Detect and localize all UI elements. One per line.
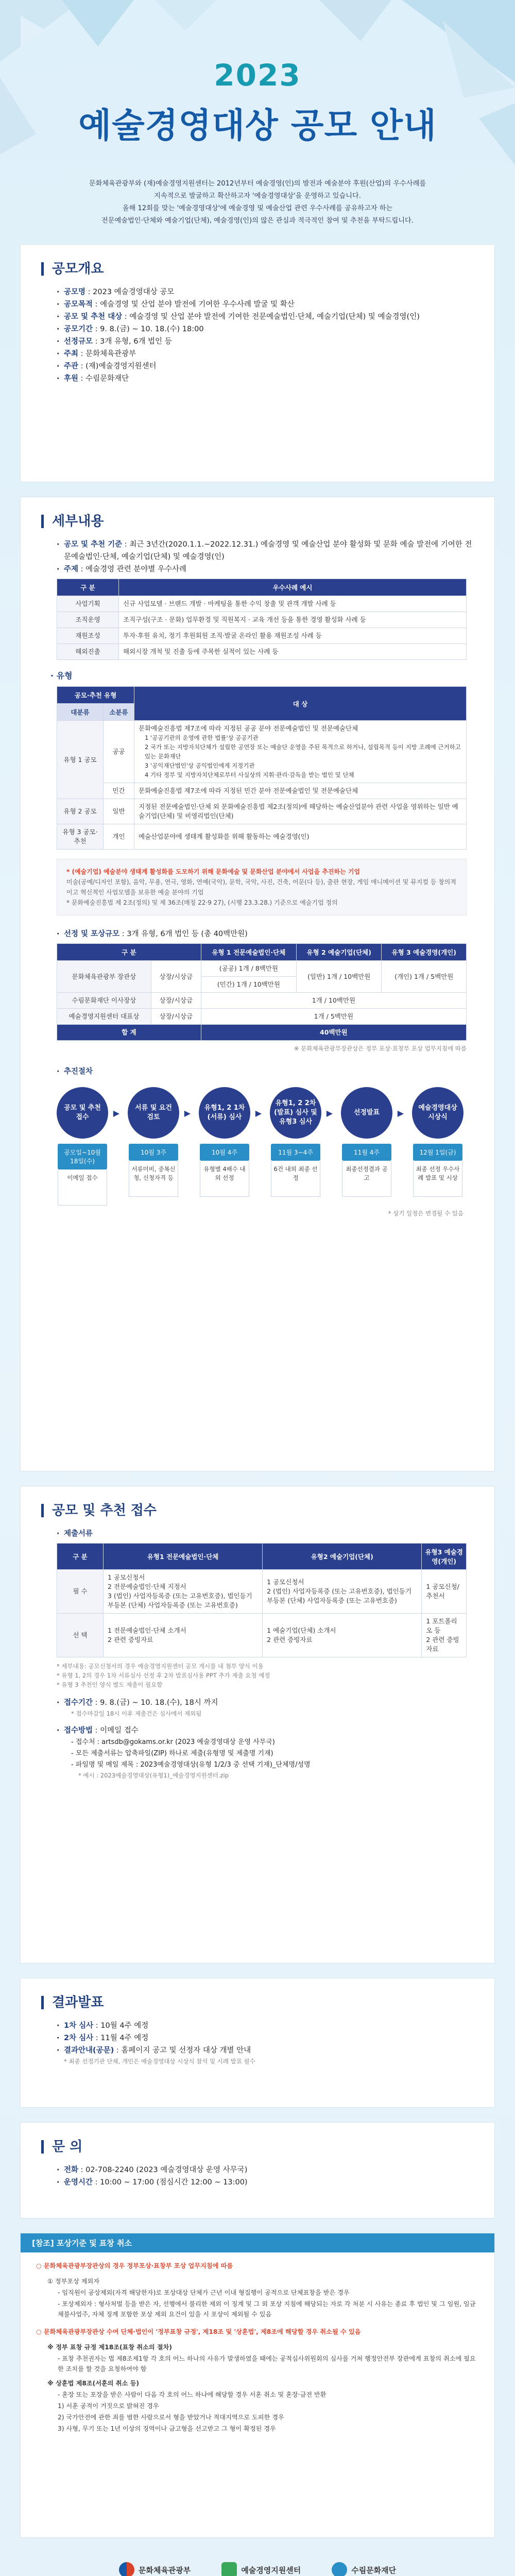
- docs-notes: [57, 1662, 467, 1689]
- selection-note: ※ 문화체육관광부장관상은 정부 포상·표창부 포상 업무지침에 따름: [294, 1045, 467, 1052]
- result-item: · 1차 심사 : 10월 4주 예정: [57, 2020, 474, 2032]
- overview-item: · 공모 및 추천 대상 : 예술경영 및 산업 분야 발전에 기여한 전문예술법인·단체, 예술기업(단체) 및 예술경영(인): [57, 311, 474, 323]
- notice-box: [21, 2233, 494, 2537]
- docs-list: [41, 1528, 474, 1540]
- process-flow: [57, 1087, 464, 1206]
- overview-item: · 선정규모 : 3개 유형, 6개 법인 등: [57, 335, 474, 348]
- process-step: 예술경영대상 시상식 12월 1일(금) 최종 선정 우수사례 발표 및 시상: [412, 1087, 464, 1206]
- overview-item: · 주관 : (재)예술경영지원센터: [57, 360, 474, 372]
- process-step: 유형1, 2 2차(발표) 심사 및 유형3 심사 ▶ 11월 3~4주 6건 내외 최종 선정: [270, 1087, 321, 1206]
- theme-row: 해외진출 해외시장 개척 및 진출 등에 주목한 실적이 있는 사례 등: [57, 644, 467, 660]
- type-subtitle: · 유형: [50, 669, 474, 681]
- method-line: - 모든 제출서류는 압축파일(ZIP) 하나로 제출(유형명 및 제출명 기재): [71, 1750, 273, 1757]
- intro-line: 지속적으로 발굴하고 확산하고자 '예술경영대상'을 운영하고 있습니다.: [154, 192, 361, 200]
- theme-row: 조직운영 조직구성(구조 · 문화) 업무환경 및 직원복지 · 교육 개선 등을 통한 경영 활성화 사례 등: [57, 612, 467, 628]
- hero: [0, 0, 515, 242]
- theme-item: · 주제 : 예술경영 관련 분야별 우수사례: [57, 563, 474, 575]
- method-example: * 예시 : 2023예술경영대상(유형1)_예술경영지원센터.zip: [78, 1772, 229, 1779]
- selection-table: 구 분 유형 1 전문예술법인·단체 유형 2 예술기업(단체) 유형 3 예술경영(개인) 문화체육관광부 장관상 상장/시상금 (공공) 1개 / 8백만원 (일반) 1개 / 10백만원 (개인) 1개 / 5백만원 (민간) 1개 / 10백만원 수림문화재단 이사장상 상장/시상금 1개 / 10백만원 예술경영지원센터 대표상 상장/시상금 1개 / 5백만원 합 계 40백만원: [57, 943, 467, 1041]
- artbiz-note: * (예술기업) 예술분야 생태계 활성화를 도모하기 위해 문화예술 및 문화산업 분야에서 사업을 추진하는 기업 미술(공예/디자인 포함), 음악, 무용, 연극, 영화, 연예(국악), 문학, 국악, 사진, 건축, 어문(다 등), 출판 현장, 게임 애니메이션 및 뮤지컬 등 창의적이고 혁신적인 사업모델을 보유한 예술 분야의 기업 * 문화예술진흥법 제 2조(정의) 및 제 36조(매칭 22·9 27), (시행 23.3.28.) 기준으로 예술기업 정의: [57, 859, 467, 916]
- overview-item: · 공모기간 : 9. 8.(금) ~ 10. 18.(수) 18:00: [57, 323, 474, 335]
- process-step: 서류 및 요건 검토 ▶ 10월 3주 서류미비, 중복신청, 신청자격 등: [128, 1087, 179, 1206]
- selection-list: [41, 928, 474, 940]
- result-item: · 2차 심사 : 11월 4주 예정: [57, 2032, 474, 2044]
- hero-intro: [41, 178, 474, 227]
- criteria-item: · 공모 및 추천 기준 : 최근 3년간(2020.1.1.~2022.12.31.) 예술경영 및 예술산업 분야 활성화 및 문화 예술 발전에 기여한 전문예술법인·단체, 예술기업(단체) 및 예술경영(인): [57, 538, 474, 563]
- contact-list: [41, 2164, 474, 2189]
- docs-table: 구 분 유형1 전문예술법인·단체 유형2 예술기업(단체) 유형3 예술경영(개인) 필 수 1 공모신청서 2 전문예술법인·단체 지정서 3 (법인) 사업자등록증 (또는 고유번호증), 법인등기부등본 (단체) 사업자등록증 (또는 고유번호증) 1 공모신청서 2 (법인) 사업자등록증 (또는 고유번호증), 법인등기부등본 (단체) 사업자등록증 (또는 고유번호증) 1 공모신청/추천서 선 택 1 전문예술법인·단체 소개서 2 관련 증빙자료 1 예술기업(단체) 소개서 2 관련 증빙자료 1 포트폴리오 등 2 관련 증빙자료: [57, 1543, 467, 1657]
- process-item: · 추진절차: [57, 1065, 474, 1078]
- results-list: [41, 2020, 474, 2057]
- overview-item: · 공모목적 : 예술경영 및 산업 분야 발전에 기여한 우수사례 발굴 및 확산: [57, 298, 474, 311]
- selection-item: · 선정 및 포상규모 : 3개 유형, 6개 법인 등 (총 40백만원): [57, 928, 474, 940]
- contact-item: · 전화 : 02-708-2240 (2023 예술경영대상 운영 사무국): [57, 2164, 474, 2176]
- apply-title: 공모 및 추천 접수: [41, 1504, 474, 1517]
- hero-title: 예술경영대상 공모 안내: [78, 106, 437, 145]
- docs-note: * 세부내용: 공모신청서의 경우 예술경영지원센터 공모 게시물 내 첨부 양식 이용: [57, 1663, 264, 1670]
- overview-item: · 공모명 : 2023 예술경영대상 공모: [57, 286, 474, 298]
- details-title: 세부내용: [41, 515, 474, 528]
- intro-line: 전문예술법인·단체와 예술기업(단체), 예술경영(인)의 많은 관심과 적극적인 참여 및 추천을 부탁드립니다.: [101, 217, 414, 225]
- footer: [0, 2554, 515, 2576]
- gokams-logo: 예술경영지원센터: [221, 2562, 301, 2576]
- details-criteria: [41, 538, 474, 575]
- process-step: 선정발표 ▶ 11월 4주 최종선정결과 공고: [341, 1087, 392, 1206]
- results-card: [21, 1978, 494, 2107]
- overview-item: · 후원 : 수림문화재단: [57, 372, 474, 385]
- surim-logo: 수림문화재단: [332, 2562, 396, 2576]
- type-row: 유형 1 공모 공공 문화예술진흥법 제7조에 따라 지정된 공공 분야 전문예술법인 및 전문예술단체 1 '공공기관의 운영에 관한 법률'상 공공기관 2 국가 또는 지방자치단체가 설립한 공연장 또는 예술단 운영을 주된 목적으로 하거나, 설립목적 등이 지방 조례에 근거하고 있는 문화재단 3 '공익재단법인'상 공익법인에게 지정기관 4 기타 정부 및 지방자치단체로부터 사실상의 지휘·관리·감독을 받는 법인 및 단체: [57, 721, 467, 783]
- docs-must-row: 필 수 1 공모신청서 2 전문예술법인·단체 지정서 3 (법인) 사업자등록증 (또는 고유번호증), 법인등기부등본 (단체) 사업자등록증 (또는 고유번호증) 1 공모신청서 2 (법인) 사업자등록증 (또는 고유번호증), 법인등기부등본 (단체) 사업자등록증 (또는 고유번호증) 1 공모신청/추천서: [57, 1570, 467, 1614]
- details-card: [21, 497, 494, 1471]
- process-list: [41, 1065, 474, 1078]
- docs-note: * 유형 3 추천인 양식 별도 제출이 필요함: [57, 1681, 163, 1688]
- contact-title: 문 의: [41, 2140, 474, 2154]
- process-step: 공모 및 추천 접수 ▶ 공모일~10월 18일(수) 이메일 접수: [57, 1087, 108, 1206]
- overview-card: [21, 245, 494, 482]
- result-item: · 결과안내(공문) : 홈페이지 공고 및 선정자 대상 개별 안내: [57, 2044, 474, 2057]
- method-line: - 접수처 : artsdb@gokams.or.kr (2023 예술경영대상 운영 사무국): [71, 1738, 275, 1746]
- docs-note: * 유형 1, 2의 경우 1차 서류심사 선정 후 2차 발표심사용 PPT 추가 제출 요청 예정: [57, 1672, 270, 1679]
- apply-card: [21, 1486, 494, 1963]
- hero-year: 2023: [214, 58, 301, 93]
- overview-title: 공모개요: [41, 262, 474, 276]
- intro-line: 문화체육관광부와 (재)예술경영지원센터는 2012년부터 예술경영(인)의 발전과 예술분야 후원(산업)의 우수사례를: [89, 180, 426, 188]
- method-item: · 접수방법 : 이메일 접수: [57, 1724, 474, 1737]
- contact-item: · 운영시간 : 10:00 ~ 17:00 (점심시간 12:00 ~ 13:00): [57, 2176, 474, 2189]
- results-note: * 최종 선정기관 단체, 개인은 예술경영대상 시상식 참석 및 시례 발표 필수: [64, 2058, 255, 2065]
- type-row: 민간 문화예술진흥법 제7조에 따라 지정된 민간 분야 전문예술법인 및 전문예술단체: [57, 783, 467, 799]
- notice-head: [참조] 포상기준 및 표창 취소: [21, 2233, 494, 2252]
- type-row: 유형 3 공모·추천 개인 예술산업분야에 생태계 활성화를 위해 활동하는 예술경영(인): [57, 824, 467, 850]
- overview-list: [41, 286, 474, 385]
- mcst-logo: 문화체육관광부: [119, 2562, 191, 2576]
- method-line: - 파일명 및 메일 제목 : 2023예술경영대상(유형 1/2/3 중 선택 기재)_단체명/성명: [71, 1761, 311, 1769]
- overview-item: · 주최 : 문화체육관광부: [57, 348, 474, 360]
- type-table: 공모·추천 유형 대 상 대분류 소분류 유형 1 공모 공공 문화예술진흥법 제7조에 따라 지정된 공공 분야 전문예술법인 및 전문예술단체 1 '공공기관의 운영에 관한 법률'상 공공기관 2 국가 또는 지방자치단체가 설립한 공연장 또는 예술단 운영을 주된 목적으로 하거나, 설립목적 등이 지방 조례에 근거하고 있는 문화재단 3 '공익재단법인'상 공익법인에게 지정기관 4 기타 정부 및 지방자치단체로부터 사실상의 지휘·관리·감독을 받는 법인 및 단체 민간 문화예술진흥법 제7조에 따라 지정된 민간 분야 전문예술법인 및 전문예술단체 유형 2 공모 일반 지정된 전문예술법인·단체 외 문화예술진흥법 제2조(정의)에 해당하는 예술산업분야 관련 사업을 영위하는 일반 예술기업(단체) 및 비영리법인(단체) 유형 3 공모·추천 개인 예술산업분야에 생태계 활성화를 위해 활동하는 예술경영(인): [57, 686, 467, 850]
- method-details: [41, 1737, 474, 1771]
- period-list: [41, 1697, 474, 1709]
- notice-body: ○ 문화체육관광부장관상의 경우 정부포상·표창부 포상 업무지침에 따름 ① 정부포상 제외자 - 임직원이 공상제외(자격 해당한자)로 포상대상 단체가 근년 이내 형집행이 공적으로 단체표창을 받은 경우 - 포상제외자 : 형사처벌 등을 받은 자, 선행에서 불리한 제외 이 징계 및 그 외 포상 지침에 해당되는 자로 각 처분 시 사유는 종료 후 법인 및 그 임원, 임금체불사업주, 자체 징계 포함한 포상 제외 요건이 있을 시 포상이 제외될 수 있음 ○ 문화체육관광부장관상 수여 단체·법인이 '정부표창 규정', 제18조 및 '상훈법', 제8조에 해당할 경우 취소될 수 있음 ※ 정부 표창 규정 제18조(표창 취소의 절차) - 표창 추천권자는 법 제8조제1항 각 호의 어느 하나의 사유가 발생하였을 때에는 공적심사위원회의 심사를 거쳐 행정안전부 장관에게 표창의 취소에 필요한 조치를 할 것을 요청하여야 함 ※ 상훈법 제8조(서훈의 취소 등) - 훈장 또는 포장을 받은 사람이 다음 각 호의 어느 하나에 해당할 경우 서훈 취소 및 훈장·금전 반환 1) 서훈 공적이 거짓으로 밝혀진 경우 2) 국가안전에 관한 죄를 범한 사람으로서 형을 받았거나 적대지역으로 도피한 경우 3) 사형, 무기 또는 1년 이상의 징역이나 금고형을 선고받고 그 형이 확정된 경우: [36, 2262, 476, 2432]
- theme-row: 재원조성 투자·후원 유치, 정기 후원회원 조직·발굴 온라인 활용 재원조성 사례 등: [57, 628, 467, 644]
- period-note: * 접수마감일 18시 이후 제출건은 심사에서 제외됨: [71, 1710, 202, 1717]
- results-title: 결과발표: [41, 1996, 474, 2009]
- docs-item: · 제출서류: [57, 1528, 474, 1540]
- process-note: * 상기 일정은 변경될 수 있음: [388, 1210, 464, 1217]
- theme-table: 구 분 우수사례 예시 사업기획 신규 사업모델 · 브랜드 개발 · 마케팅을 통한 수익 창출 및 관객 개발 사례 등 조직운영 조직구성(구조 · 문화) 업무환경 및 직원복지 · 교육 개선 등을 통한 경영 활성화 사례 등 재원조성 투자·후원 유치, 정기 후원회원 조직·발굴 온라인 활용 재원조성 사례 등 해외진출 해외시장 개척 및 진출 등에 주목한 실적이 있는 사례 등: [57, 579, 467, 660]
- period-item: · 접수기간 : 9. 8.(금) ~ 10. 18.(수), 18시 까지: [57, 1697, 474, 1709]
- docs-opt-row: 선 택 1 전문예술법인·단체 소개서 2 관련 증빙자료 1 예술기업(단체) 소개서 2 관련 증빙자료 1 포트폴리오 등 2 관련 증빙자료: [57, 1614, 467, 1657]
- intro-line: 올해 12회를 맞는 '예술경영대상'에 예술경영 및 예술산업 관련 우수사례를 공유하고자 하는: [122, 205, 393, 212]
- type-row: 유형 2 공모 일반 지정된 전문예술법인·단체 외 문화예술진흥법 제2조(정의)에 해당하는 예술산업분야 관련 사업을 영위하는 일반 예술기업(단체) 및 비영리법인(단체): [57, 799, 467, 824]
- theme-row: 사업기획 신규 사업모델 · 브랜드 개발 · 마케팅을 통한 수익 창출 및 관객 개발 사례 등: [57, 596, 467, 612]
- method-list: [41, 1724, 474, 1737]
- contact-card: [21, 2123, 494, 2218]
- process-step: 유형1, 2 1차(서류) 심사 ▶ 10월 4주 유형별 4배수 내외 선정: [199, 1087, 250, 1206]
